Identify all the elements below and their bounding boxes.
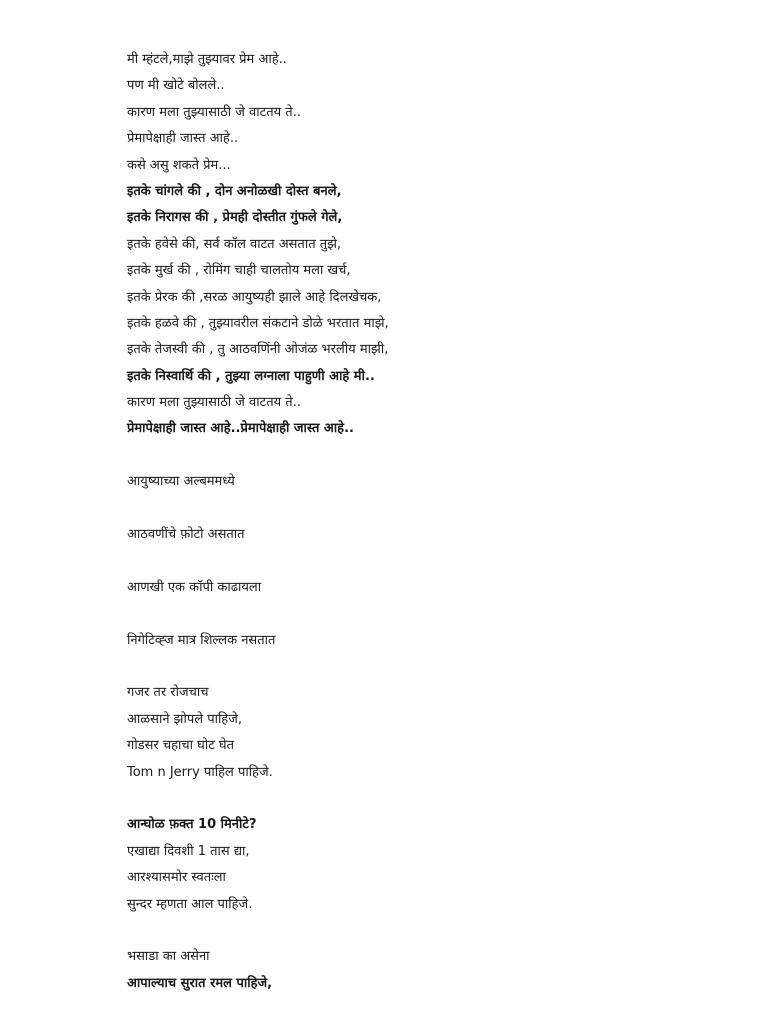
poem-line: इतके प्रेरक की ,सरळ आयुष्यही झाले आहे दिलखेचक, (127, 289, 382, 305)
poem-line: आपाल्याच सुरात रमल पाहिजे, (127, 975, 273, 991)
document-page (127, 47, 727, 997)
poem-line: इतके निस्वार्थि की , तुझ्या लग्नाला पाहुणी आहे मी.. (127, 368, 375, 384)
poem-line: कसे असु शकते प्रेम... (127, 157, 231, 173)
poem-line: इतके तेजस्वी की , तु आठवणिंनी ओजंळ भरलीय माझी, (127, 342, 389, 358)
poem-line: आळसाने झोपले पाहिजे, (127, 711, 242, 727)
poem-stanza-1 (127, 47, 727, 443)
poem-line: Tom n Jerry पाहिल पाहिजे. (127, 764, 273, 780)
poem-line: निगेटिव्ह्ज मात्र शिल्लक नसतात (127, 632, 276, 648)
poem-line: मी म्हंटले,माझे तुझ्यावर प्रेम आहे.. (127, 52, 287, 67)
poem-line: प्रेमापेक्षाही जास्त आहे.. (127, 131, 239, 147)
poem-stanza-5 (127, 944, 727, 997)
poem-line: आणखी एक कॉपी काढायला (127, 579, 262, 595)
poem-line: गोडसर चहाचा घोट घेत (127, 738, 234, 754)
poem-line: इतके चांगले की , दोन अनोळखी दोस्त बनले, (127, 183, 342, 199)
poem-line: कारण मला तुझ्यासाठी जे वाटतय ते.. (127, 395, 301, 411)
poem-stanza-4 (127, 812, 727, 918)
stanza-gap (127, 918, 727, 944)
poem-line: आन्घोळ फ़क्त 10 मिनीटे? (127, 817, 257, 833)
line-gap (127, 496, 727, 522)
poem-stanza-2 (127, 469, 727, 654)
poem-line: एखाद्या दिवशी 1 तास द्या, (127, 843, 250, 859)
poem-line: पण मी खोटे बोलले.. (127, 78, 225, 94)
poem-line: इतके हळवे की , तुझ्यावरील संकटाने डोळे भरतात माझे, (127, 315, 389, 331)
poem-line: गजर तर रोजचाच (127, 685, 209, 701)
poem-line: इतके निरागस की , प्रेमही दोस्तीत गुंफले गेले, (127, 210, 343, 226)
poem-line: सुन्दर म्हणता आल पाहिजे. (127, 896, 253, 912)
stanza-gap (127, 654, 727, 680)
poem-line: प्रेमापेक्षाही जास्त आहे..प्रेमापेक्षाही जास्त आहे.. (127, 421, 354, 437)
poem-line: इतके हवेसे की, सर्व कॉल वाटत असतात तुझे, (127, 236, 342, 252)
poem-line: आयुष्याच्या अल्बममध्ये (127, 474, 235, 490)
poem-line: कारण मला तुझ्यासाठी जे वाटतय ते.. (127, 104, 301, 120)
poem-line: आठवणींचे फ़ोटो असतात (127, 527, 245, 543)
stanza-gap (127, 786, 727, 812)
poem-stanza-3 (127, 680, 727, 786)
poem-line: भसाडा का असेना (127, 949, 210, 965)
stanza-gap (127, 443, 727, 469)
poem-line: इतके मुर्ख की , रोमिंग चाही चालतोय मला खर्च, (127, 263, 351, 279)
poem-line: आरश्यासमोर स्वतःला (127, 870, 226, 886)
line-gap (127, 548, 727, 574)
line-gap (127, 601, 727, 627)
